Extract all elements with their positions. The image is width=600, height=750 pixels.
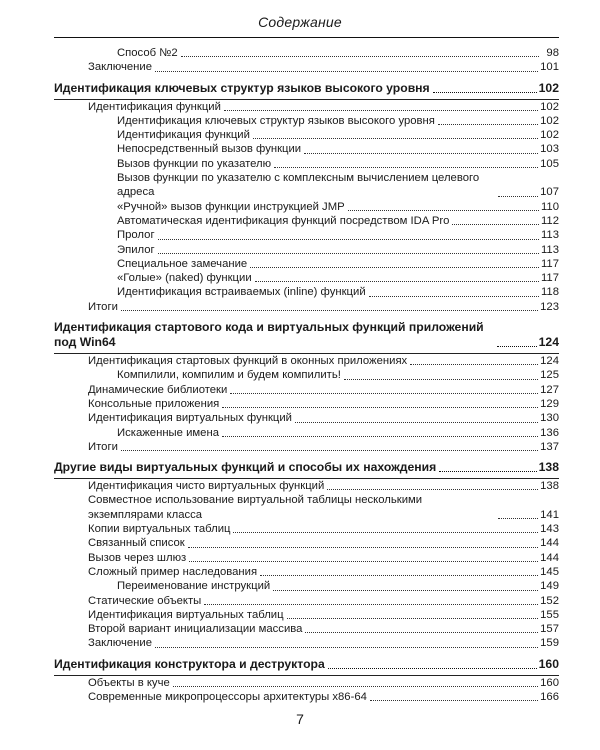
toc-entry-page: 160 — [538, 656, 559, 671]
dot-leader — [274, 167, 538, 168]
toc-entry-title: Компилили, компилим и будем компилить! — [117, 369, 341, 382]
toc-entry-title: Идентификация встраиваемых (inline) функций — [117, 286, 366, 299]
toc-entry-page: 102 — [538, 80, 559, 95]
toc-entry-page: 130 — [540, 412, 559, 425]
dot-leader — [155, 71, 538, 72]
dot-leader — [287, 618, 539, 619]
dot-leader — [181, 56, 539, 57]
toc-entry-page: 113 — [540, 243, 559, 256]
toc-entry-title: Второй вариант инициализации массива — [88, 623, 303, 636]
toc-entry — [54, 594, 559, 608]
toc-entry — [54, 285, 559, 299]
toc-entry-page: 102 — [540, 114, 559, 127]
dot-leader — [438, 124, 538, 125]
toc-entry-title: Идентификация функций — [88, 100, 221, 113]
toc-entry-page: 102 — [540, 100, 559, 113]
toc-entry — [54, 536, 559, 550]
dot-leader — [222, 407, 538, 408]
toc-entry-page: 141 — [540, 508, 559, 521]
dot-leader — [250, 267, 539, 268]
toc-entry-page: 110 — [540, 200, 559, 213]
toc-entry-page: 155 — [540, 608, 559, 621]
toc-entry-title: Итоги — [88, 440, 118, 453]
toc-entry-page: 112 — [540, 214, 559, 227]
dot-leader — [304, 153, 538, 154]
toc-entry-page: 102 — [540, 129, 559, 142]
toc-entry-title: Динамические библиотеки — [88, 383, 228, 396]
dot-leader — [222, 436, 538, 437]
toc-entry-title: Автоматическая идентификация функций посредством IDA Pro — [117, 214, 450, 227]
toc-entry-title: Копии виртуальных таблиц — [88, 523, 231, 536]
toc-entry — [54, 493, 559, 522]
toc-entry-title: Статические объекты — [88, 594, 202, 607]
dot-leader — [370, 700, 538, 701]
toc-entry-page: 105 — [540, 157, 559, 170]
toc-entry-title: Совместное использование виртуальной таблицы несколькими экземплярами класса — [88, 494, 423, 521]
toc-entry-title: Заключение — [88, 61, 152, 74]
toc-entry-page: 129 — [540, 397, 559, 410]
toc-entry — [54, 228, 559, 242]
toc-entry-page: 160 — [540, 676, 559, 689]
dot-leader — [121, 450, 538, 451]
dot-leader — [155, 647, 538, 648]
toc-entry — [54, 440, 559, 454]
dot-leader — [121, 310, 538, 311]
toc-entry-title: «Голые» (naked) функции — [117, 272, 252, 285]
dot-leader — [189, 561, 538, 562]
toc-entry — [54, 300, 559, 314]
dot-leader — [327, 489, 538, 490]
toc-entry — [54, 690, 559, 704]
dot-leader — [204, 604, 538, 605]
toc-entry-title: Идентификация виртуальных таблиц — [88, 608, 284, 621]
toc-entry-title: Пролог — [117, 229, 155, 242]
header-rule — [54, 37, 559, 38]
toc-entry — [54, 243, 559, 257]
toc-entry-title: Непосредственный вызов функции — [117, 143, 302, 156]
toc-entry — [54, 522, 559, 536]
toc-entry — [54, 551, 559, 565]
toc-entry — [54, 426, 559, 440]
toc-entry — [54, 257, 559, 271]
dot-leader — [452, 224, 539, 225]
dot-leader — [497, 346, 537, 347]
dot-leader — [224, 110, 538, 111]
toc-entry — [54, 142, 559, 156]
toc-entry-title: «Ручной» вызов функции инструкцией JMP — [117, 200, 345, 213]
toc-entry — [54, 622, 559, 636]
dot-leader — [253, 138, 538, 139]
page-header-title: Содержание — [258, 14, 342, 30]
dot-leader — [410, 364, 538, 365]
toc-entry-title: Идентификация ключевых структур языков высокого уровня — [54, 80, 430, 95]
dot-leader — [230, 393, 538, 394]
toc-entry-page: 144 — [540, 537, 559, 550]
dot-leader — [188, 547, 538, 548]
toc-entry — [54, 565, 559, 579]
toc-entry-title: Идентификация ключевых структур языков высокого уровня — [117, 114, 435, 127]
dot-leader — [328, 668, 537, 669]
toc-entry-title: Современные микропроцессоры архитектуры x86-64 — [88, 690, 367, 703]
dot-leader — [433, 92, 537, 93]
toc-entry-page: 145 — [540, 565, 559, 578]
dot-leader — [158, 253, 539, 254]
dot-leader — [233, 532, 538, 533]
toc-entry — [54, 636, 559, 650]
toc-entry-page: 124 — [538, 335, 559, 350]
toc-entry-title: Итоги — [88, 300, 118, 313]
toc-entry — [54, 114, 559, 128]
dot-leader — [498, 196, 538, 197]
toc-entry — [54, 200, 559, 214]
toc-entry — [54, 128, 559, 142]
toc-entry-title: Переименование инструкций — [117, 580, 271, 593]
toc-entry-title: Идентификация виртуальных функций — [88, 412, 292, 425]
toc-entry-title: Эпилог — [117, 243, 155, 256]
toc-entry-page: 127 — [540, 383, 559, 396]
toc-entry — [54, 383, 559, 397]
toc-entry-title: Способ №2 — [117, 47, 178, 59]
toc-entry-page: 159 — [540, 637, 559, 650]
toc-entry-page: 125 — [540, 369, 559, 382]
toc-chapter — [54, 320, 559, 350]
toc-entry-title: Консольные приложения — [88, 397, 220, 410]
toc-entry-title: Вызов функции по указателю — [117, 157, 272, 170]
toc-entry — [54, 171, 559, 200]
dot-leader — [498, 518, 538, 519]
toc-entry-page: 138 — [540, 480, 559, 493]
dot-leader — [439, 471, 536, 472]
toc-entry-page: 149 — [540, 580, 559, 593]
toc-entry — [54, 46, 559, 60]
toc-entry — [54, 271, 559, 285]
toc-entry-title: Вызов через шлюз — [88, 551, 187, 564]
toc-entry-page: 107 — [540, 186, 559, 199]
toc-entry — [54, 100, 559, 114]
toc-entry — [54, 354, 559, 368]
dot-leader — [348, 210, 539, 211]
toc-entry-title: Вызов функции по указателю с комплексным вычислением целевого адреса — [117, 172, 480, 199]
toc-entry-page: 117 — [540, 272, 559, 285]
toc-entry-page: 123 — [540, 300, 559, 313]
toc-entry-page: 118 — [540, 286, 559, 299]
toc-entry-title: Идентификация стартового кода и виртуальных функций приложений под Win64 — [54, 320, 484, 350]
toc-entry — [54, 411, 559, 425]
toc-chapter — [54, 460, 559, 475]
toc-entry-page: 144 — [540, 551, 559, 564]
dot-leader — [158, 239, 539, 240]
toc-entry-page: 124 — [540, 355, 559, 368]
toc-entry — [54, 157, 559, 171]
toc-entry-title: Идентификация стартовых функций в оконных приложениях — [88, 355, 408, 368]
toc-entry-page: 103 — [540, 143, 559, 156]
toc-entry-page: 137 — [540, 440, 559, 453]
dot-leader — [260, 575, 538, 576]
toc-entry — [54, 60, 559, 74]
dot-leader — [369, 296, 539, 297]
toc-entry-title: Искаженные имена — [117, 426, 219, 439]
toc-entry-title: Сложный пример наследования — [88, 565, 258, 578]
dot-leader — [173, 686, 538, 687]
toc-entry-title: Заключение — [88, 637, 152, 650]
page-number: 7 — [296, 711, 304, 727]
toc-entry-title: Идентификация функций — [117, 129, 250, 142]
table-of-contents — [54, 46, 559, 704]
dot-leader — [305, 632, 538, 633]
toc-entry — [54, 214, 559, 228]
toc-entry-page: 98 — [546, 47, 559, 59]
toc-entry-title: Другие виды виртуальных функций и способы их нахождения — [54, 460, 437, 475]
toc-entry — [54, 608, 559, 622]
toc-entry-page: 157 — [540, 623, 559, 636]
toc-entry — [54, 368, 559, 382]
toc-entry-title: Идентификация чисто виртуальных функций — [88, 480, 325, 493]
toc-entry — [54, 579, 559, 593]
toc-entry-page: 136 — [540, 426, 559, 439]
toc-entry-title: Связанный список — [88, 537, 185, 550]
toc-chapter — [54, 657, 559, 672]
toc-entry — [54, 397, 559, 411]
toc-entry-page: 117 — [540, 257, 559, 270]
toc-entry-title: Специальное замечание — [117, 257, 248, 270]
toc-entry-page: 113 — [540, 229, 559, 242]
toc-chapter — [54, 81, 559, 96]
dot-leader — [273, 590, 538, 591]
toc-entry-page: 101 — [540, 61, 559, 74]
toc-entry-page: 143 — [540, 523, 559, 536]
dot-leader — [295, 422, 538, 423]
toc-entry-page: 152 — [540, 594, 559, 607]
toc-entry — [54, 479, 559, 493]
toc-entry-title: Идентификация конструктора и деструктора — [54, 656, 325, 671]
toc-entry-page: 138 — [538, 460, 559, 475]
dot-leader — [344, 379, 538, 380]
toc-entry-page: 166 — [540, 690, 559, 703]
dot-leader — [255, 281, 539, 282]
toc-entry — [54, 676, 559, 690]
toc-entry-title: Объекты в куче — [88, 676, 170, 689]
